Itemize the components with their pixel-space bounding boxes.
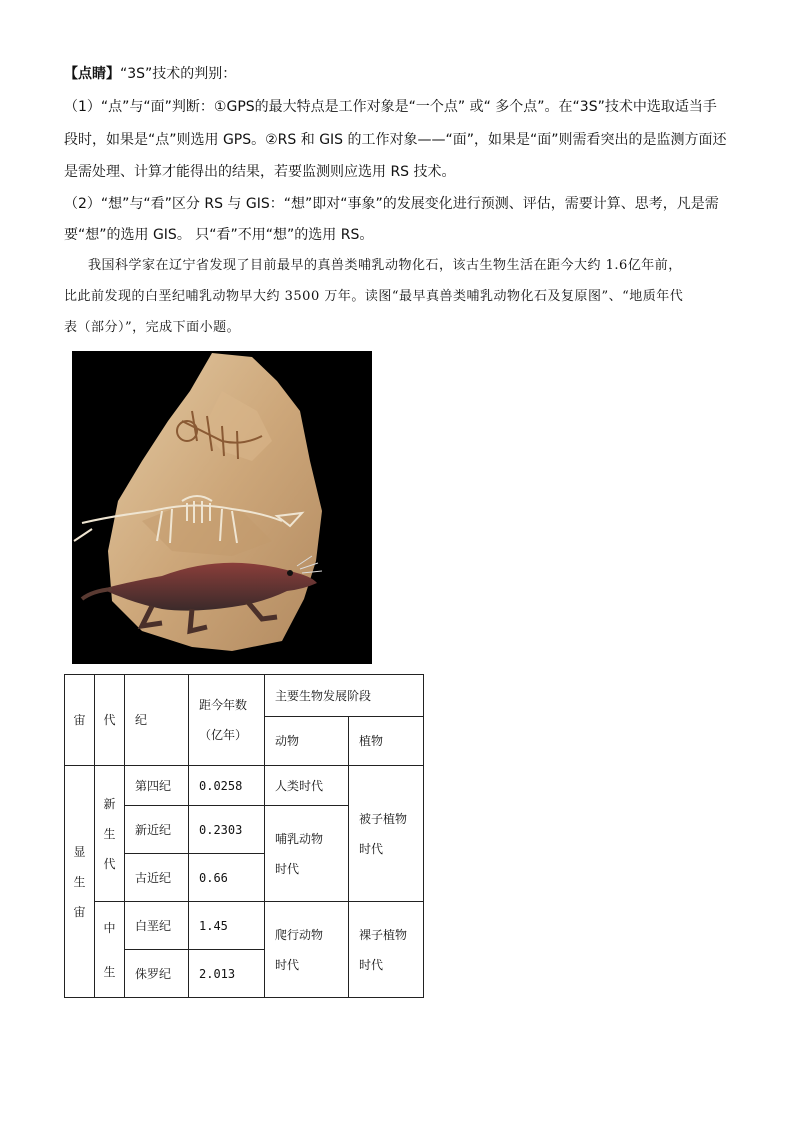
plant-angiosperm-line-2: 时代 bbox=[359, 841, 384, 856]
period-cell: 第四纪 bbox=[125, 766, 189, 806]
notes-line-1: （1）“点”与“面”判断：①GPS的最大特点是工作对象是“一个点” 或“ 多个点”。在“3S”技术中选取适当手 bbox=[64, 99, 717, 115]
header-years-line-1: 距今年数 bbox=[199, 698, 248, 712]
notes-line-3: 是需处理、计算才能得出的结果，若要监测则应选用 RS 技术。 bbox=[64, 164, 456, 180]
era-cenozoic bbox=[95, 766, 125, 902]
period-cell: 侏罗纪 bbox=[125, 950, 189, 998]
years-cell: 0.66 bbox=[189, 854, 265, 902]
era-cenozoic-char-2: 生 bbox=[103, 826, 116, 841]
era-cenozoic-char-3: 代 bbox=[103, 856, 116, 871]
notes-line-5: 要“想”的选用 GIS。 只“看”不用“想”的选用 RS。 bbox=[64, 227, 374, 243]
fossil-illustration bbox=[72, 351, 372, 664]
plant-gymnosperm-line-1: 裸子植物 bbox=[359, 927, 408, 942]
era-mesozoic-char-1: 中 bbox=[103, 920, 116, 935]
eon-char-2: 生 bbox=[73, 874, 86, 889]
animal-mammal-line-1: 哺乳动物 bbox=[275, 831, 324, 846]
question-line-3: 表（部分）”，完成下面小题。 bbox=[64, 320, 241, 335]
era-mesozoic-char-2: 生 bbox=[103, 964, 116, 979]
period-cell: 白垩纪 bbox=[125, 902, 189, 950]
era-mesozoic bbox=[95, 902, 125, 998]
animal-mammal bbox=[265, 806, 349, 902]
notes-heading bbox=[64, 58, 724, 90]
animal-reptile bbox=[265, 902, 349, 998]
question-line-2: 比此前发现的白垩纪哺乳动物早大约 3500 万年。读图“最早真兽类哺乳动物化石及复原图”、“地质年代 bbox=[64, 289, 684, 304]
animal-reptile-line-1: 爬行动物 bbox=[275, 927, 324, 942]
header-animal: 动物 bbox=[265, 717, 349, 766]
header-stage: 主要生物发展阶段 bbox=[265, 675, 424, 717]
plant-angiosperm-line-1: 被子植物 bbox=[359, 811, 408, 826]
years-cell: 0.0258 bbox=[189, 766, 265, 806]
geologic-time-table bbox=[64, 674, 424, 998]
animal-reptile-line-2: 时代 bbox=[275, 957, 300, 972]
notes-line-4: （2）“想”与“看”区分 RS 与 GIS：“想”即对“事象”的发展变化进行预测、评估，需要计算、思考，凡是需 bbox=[64, 196, 719, 212]
question-line-1: 我国科学家在辽宁省发现了目前最早的真兽类哺乳动物化石，该古生物生活在距今大约 1.6亿年前， bbox=[88, 258, 682, 273]
table-row bbox=[65, 766, 424, 806]
period-cell: 新近纪 bbox=[125, 806, 189, 854]
period-cell: 古近纪 bbox=[125, 854, 189, 902]
era-cenozoic-char-1: 新 bbox=[103, 796, 116, 811]
animal-human: 人类时代 bbox=[265, 766, 349, 806]
years-cell: 0.2303 bbox=[189, 806, 265, 854]
eon-char-3: 宙 bbox=[73, 904, 86, 919]
eon-phanerozoic bbox=[65, 766, 95, 998]
plant-gymnosperm bbox=[349, 902, 424, 998]
plant-gymnosperm-line-2: 时代 bbox=[359, 957, 384, 972]
years-cell: 2.013 bbox=[189, 950, 265, 998]
fossil-reconstruction-image bbox=[72, 351, 372, 664]
table-header-row bbox=[65, 675, 424, 717]
header-era: 代 bbox=[95, 675, 125, 766]
header-years bbox=[189, 675, 265, 766]
header-period: 纪 bbox=[125, 675, 189, 766]
table-row bbox=[65, 902, 424, 950]
years-cell: 1.45 bbox=[189, 902, 265, 950]
header-eon: 宙 bbox=[65, 675, 95, 766]
notes-heading-title: “3S”技术的判别： bbox=[120, 66, 237, 82]
notes-heading-bracket: 【点睛】 bbox=[64, 66, 120, 82]
header-plant: 植物 bbox=[349, 717, 424, 766]
animal-mammal-line-2: 时代 bbox=[275, 861, 300, 876]
plant-angiosperm bbox=[349, 766, 424, 902]
notes-line-2: 段时，如果是“点”则选用 GPS。②RS 和 GIS 的工作对象——“面”，如果是“面”则需看突出的是监测方面还 bbox=[64, 132, 727, 148]
eon-char-1: 显 bbox=[73, 844, 86, 859]
header-years-line-2: （亿年） bbox=[199, 728, 248, 742]
